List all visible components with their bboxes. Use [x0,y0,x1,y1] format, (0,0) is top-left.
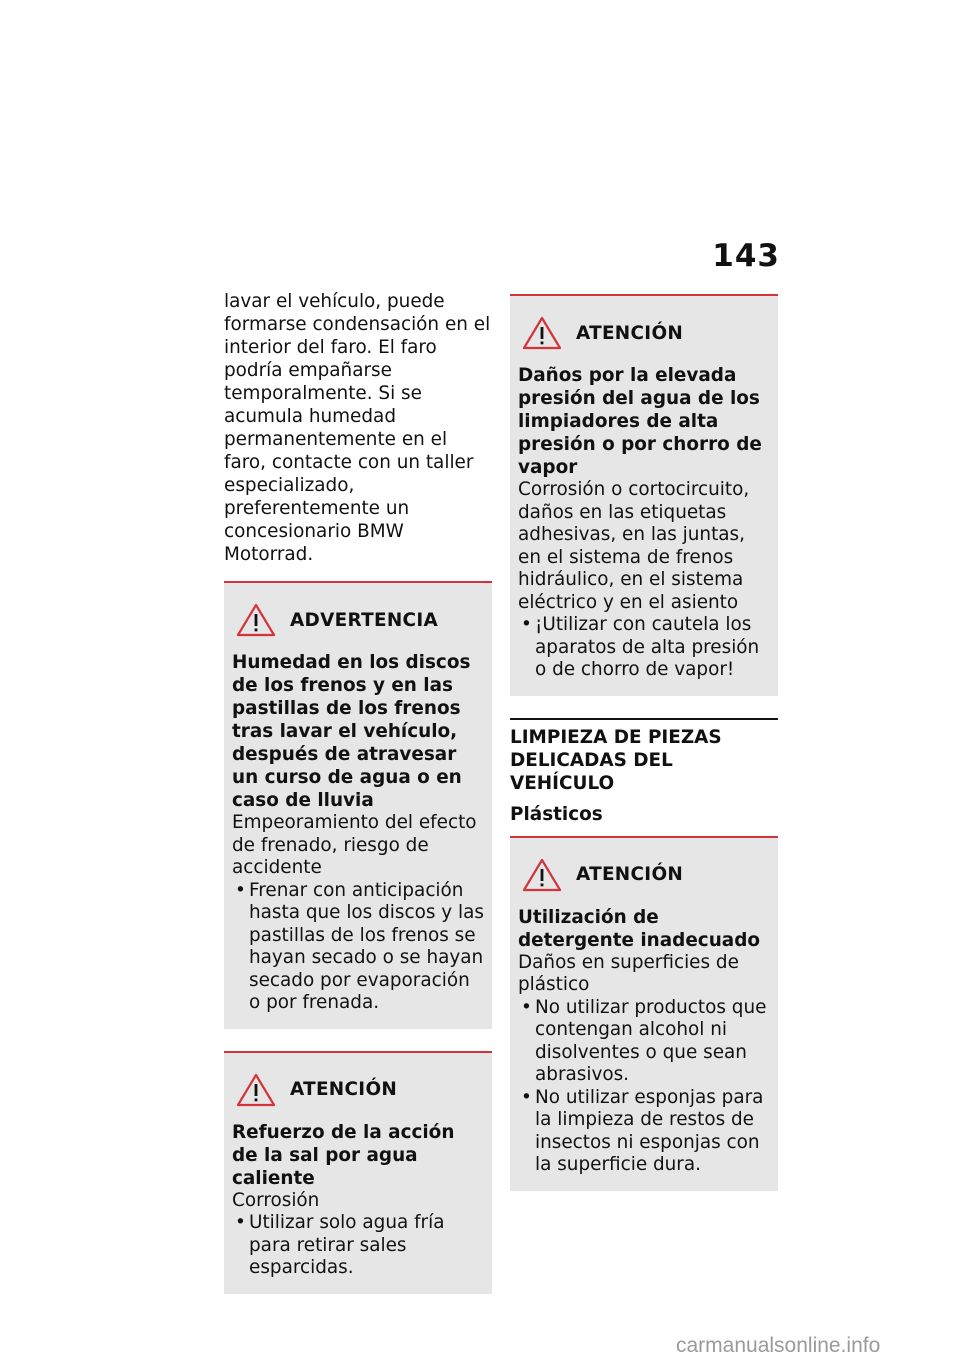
advertencia-box [224,581,492,1029]
box-header [232,601,484,639]
atencion-sal-text: Corrosión [232,1189,320,1211]
advertencia-text: Empeoramiento del efecto de frenado, riesgo de accidente [232,812,477,878]
box-header [518,856,770,894]
section-title: LIMPIEZA DE PIEZAS DELICADAS DEL VEHÍCULO [510,726,722,794]
watermark-link[interactable]: carmanualsonline.info [676,1334,881,1357]
atencion-presion-text: Corrosión o cortocircuito, daños en las etiquetas adhesivas, en las juntas, en el sistema de frenos hidráulico, en el sistema eléctrico y en el asiento [518,479,750,613]
subsection-title: Plásticos [510,803,603,825]
warning-triangle-icon [236,603,276,637]
atencion-detergente-text: Daños en superficies de plástico [518,951,739,995]
box-header [518,314,770,352]
advertencia-heading: Humedad en los discos de los frenos y en las pastillas de los frenos tras lavar el vehículo, después de atravesar un curso de agua o en caso de lluvia [232,652,471,811]
section-divider [510,718,778,720]
list-item: • Utilizar solo agua fría para retirar sales esparcidas. [232,1212,484,1280]
list-item: • No utilizar esponjas para la limpieza de restos de insectos ni esponjas con la superficie dura. [518,1087,770,1177]
advertencia-bullets [232,880,484,1015]
list-item: • No utilizar productos que contengan alcohol ni disolventes o que sean abrasivos. [518,997,770,1087]
atencion-presion-box [510,294,778,696]
warning-triangle-icon [522,858,562,892]
right-column [510,294,778,1213]
atencion-presion-bullets [518,614,770,682]
box-header [232,1071,484,1109]
atencion-label: ATENCIÓN [576,864,684,885]
atencion-presion-heading: Daños por la elevada presión del agua de los limpiadores de alta presión o por chorro de vapor [518,365,762,478]
atencion-sal-heading: Refuerzo de la acción de la sal por agua caliente [232,1121,455,1189]
atencion-detergente-box [510,836,778,1191]
page-number: 143 [712,238,780,274]
atencion-detergente-bullets [518,997,770,1177]
warning-triangle-icon [236,1073,276,1107]
left-column [224,290,492,1316]
atencion-sal-bullets [232,1212,484,1280]
atencion-detergente-heading: Utilización de detergente inadecuado [518,906,761,951]
intro-text: lavar el vehículo, puede formarse condensación en el interior del faro. El faro podría empañarse temporalmente. Si se acumula humedad permanentemente en el faro, contacte con un taller especializado, preferentemente un concesionario BMW Motorrad. [224,291,491,565]
warning-triangle-icon [522,316,562,350]
list-item: • ¡Utilizar con cautela los aparatos de alta presión o de chorro de vapor! [518,614,770,682]
atencion-sal-box [224,1051,492,1294]
advertencia-label: ADVERTENCIA [290,609,438,631]
atencion-label: ATENCIÓN [576,322,684,344]
atencion-label: ATENCIÓN [290,1079,398,1100]
list-item: • Frenar con anticipación hasta que los discos y las pastillas de los frenos se hayan secado o se hayan secado por evaporación o por frenada. [232,880,484,1015]
